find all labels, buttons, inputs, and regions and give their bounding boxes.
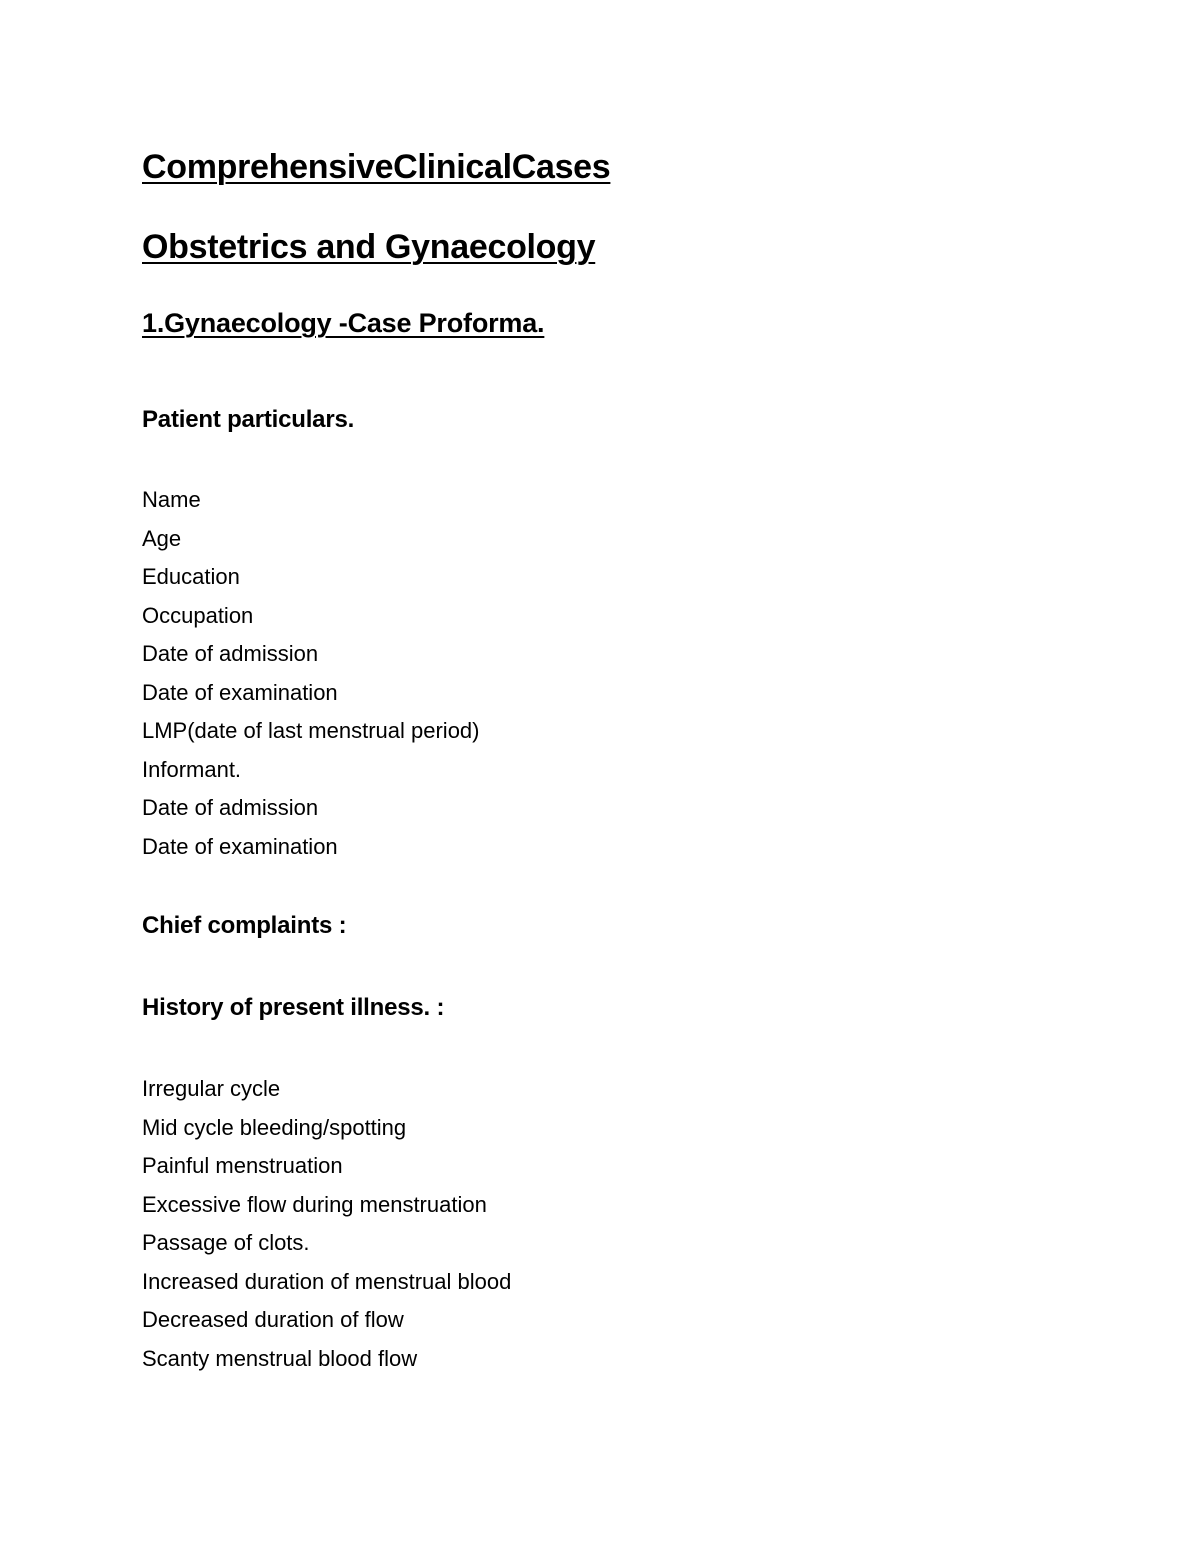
patient-field-age: Age [142,525,182,551]
patient-field-occupation: Occupation [142,602,254,628]
patient-field-informant: Informant. [142,756,242,782]
patient-field-date-of-admission-2: Date of admission [142,795,319,820]
history-item: Increased duration of menstrual blood [142,1268,512,1294]
patient-field-date-of-admission: Date of admission [142,641,319,666]
history-item: Passage of clots. [142,1230,310,1255]
patient-particulars-heading: Patient particulars. [142,406,355,433]
history-item: Decreased duration of flow [142,1307,404,1332]
document-subtitle: Obstetrics and Gynaecology [142,228,596,266]
patient-fields-list [142,481,480,866]
section-title: 1.Gynaecology -Case Proforma. [142,308,545,338]
history-heading: History of present illness. : [142,994,445,1021]
history-item: Painful menstruation [142,1153,343,1178]
patient-field-lmp: LMP(date of last menstrual period) [142,718,480,743]
patient-field-education: Education [142,564,240,589]
patient-field-date-of-examination: Date of examination [142,679,338,705]
patient-field-date-of-examination-2: Date of examination [142,833,338,859]
history-item: Irregular cycle [142,1076,281,1101]
patient-field-name: Name [142,487,201,512]
document-title: ComprehensiveClinicalCases [142,148,611,186]
history-item: Scanty menstrual blood flow [142,1345,418,1371]
history-item: Excessive flow during menstruation [142,1191,487,1217]
history-item: Mid cycle bleeding/spotting [142,1114,407,1140]
history-items-list [142,1070,511,1378]
chief-complaints-heading: Chief complaints : [142,912,347,939]
